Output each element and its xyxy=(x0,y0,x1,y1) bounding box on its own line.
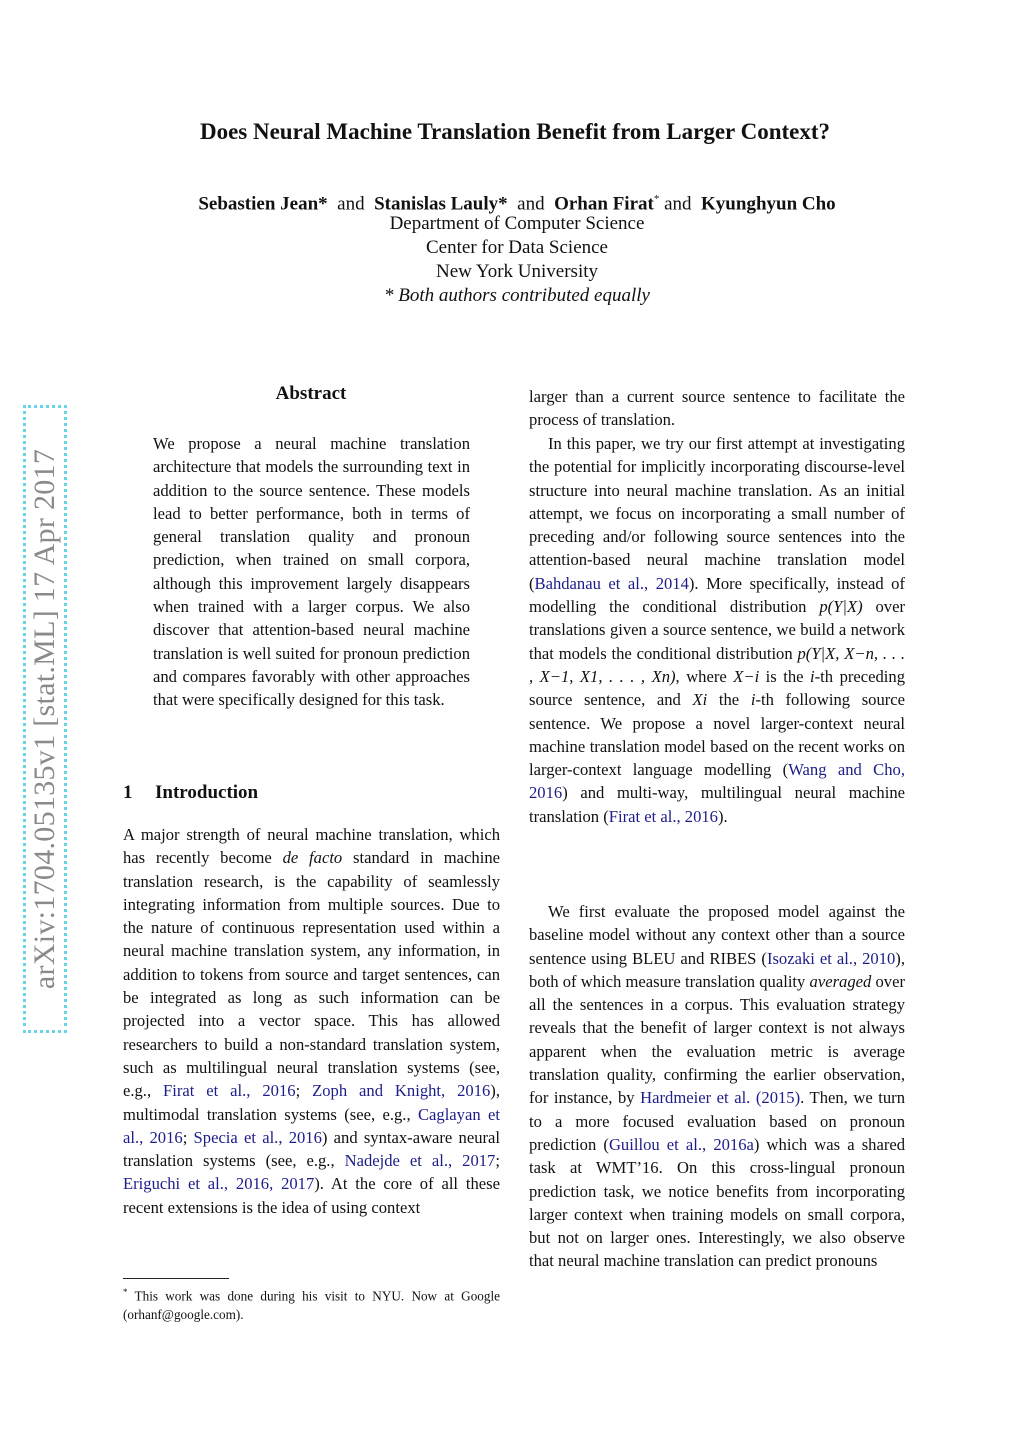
citation-link[interactable]: Firat et al., 2016 xyxy=(608,806,718,826)
math-expression: X−i xyxy=(733,666,760,686)
citation-link[interactable]: Zoph and Knight, 2016 xyxy=(312,1081,491,1101)
author-name: Stanislas Lauly* xyxy=(374,193,508,215)
author-name: Orhan Firat xyxy=(554,193,654,215)
arxiv-identifier[interactable]: arXiv:1704.05135v1 [stat.ML] 17 Apr 2017 xyxy=(23,405,67,1033)
emphasis-text: de facto xyxy=(282,848,343,868)
citation-link[interactable]: Specia et al., 2016 xyxy=(193,1127,322,1147)
author-separator: and xyxy=(337,193,365,215)
author-name: Kyunghyun Cho xyxy=(701,193,836,215)
paper-title: Does Neural Machine Translation Benefit from Larger Context? xyxy=(199,119,831,144)
citation-link[interactable]: Bahdanau et al., 2014 xyxy=(534,573,689,593)
footnote-marker[interactable]: * xyxy=(653,193,660,205)
author-name: Sebastien Jean* xyxy=(198,193,328,215)
introduction-paragraph-1-continued: larger than a current source sentence to facilitate the process of translation. xyxy=(529,387,905,430)
arxiv-stamp-area xyxy=(23,405,67,1033)
math-expression: i xyxy=(810,666,815,686)
author-separator: and xyxy=(517,193,545,215)
abstract-text: We propose a neural machine translation architecture that models the surrounding text in addition to the source sentence. These models lead to better performance, both in terms of general translation quality and pronoun prediction, when trained on small corpora, although this improvement largely disappears when trained with a larger corpus. We also discover that attention-based neural machine translation is well suited for pronoun prediction and compares favorably with other approaches that were specifically designed for this task. xyxy=(153,434,470,710)
math-expression: p(Y|X, X−n, . . . , X−1, X1, . . . , Xn) xyxy=(529,643,906,686)
affiliation-department: Department of Computer Science xyxy=(389,213,645,234)
citation-link[interactable]: Guillou et al., 2016a xyxy=(608,1134,754,1154)
citation-link[interactable]: Hardmeier et al. (2015) xyxy=(640,1088,801,1108)
footnote-divider xyxy=(123,1278,229,1279)
math-expression: i xyxy=(750,690,756,710)
citation-link[interactable]: Caglayan et al., 2016 xyxy=(123,1104,500,1147)
emphasis-text: averaged xyxy=(809,971,872,991)
citation-link[interactable]: Isozaki et al., 2010 xyxy=(766,948,896,968)
introduction-paragraph-3: We first evaluate the proposed model against the baseline model without any context other than a source sentence using BLEU and RIBES (Isozaki et al., 2010), both of which measure translation quality averaged over all the sentences in a corpus. This evaluation strategy reveals that the benefit of larger context is not always apparent when the evaluation metric is average translation quality, confirming the earlier observation, for instance, by Hardmeier et al. (2015). Then, we turn to a more focused evaluation based on pronoun prediction (Guillou et al., 2016a) which was a shared task at WMT’16. On this cross-lingual pronoun prediction task, we notice benefits from incorporating larger context when training models on small corpora, but not on larger ones. Interestingly, we also observe that neural machine translation can predict pronouns xyxy=(529,902,906,1271)
section-title: Introduction xyxy=(155,782,259,803)
section-number: 1 xyxy=(123,782,133,803)
affiliation-university: New York University xyxy=(435,261,599,282)
section-heading-introduction xyxy=(123,782,258,804)
author-separator: and xyxy=(664,193,692,215)
footnote-text: This work was done during his visit to NYU. Now at Google (orhanf@google.com). xyxy=(123,1288,500,1322)
citation-link[interactable]: Nadejde et al., 2017 xyxy=(344,1151,496,1171)
introduction-paragraph-1: A major strength of neural machine translation, which has recently become de facto standard in machine translation research, is the capability of seamlessly integrating information from multiple sources. Due to the nature of continuous representation used within a neural machine translation system, any information, in addition to tokens from source and target sentences, can be integrated as long as such information can be projected into a vector space. This has allowed researchers to build a non-standard translation system, such as multilingual neural translation systems (see, e.g., Firat et al., 2016; Zoph and Knight, 2016), multimodal translation systems (see, e.g., Caglayan et al., 2016; Specia et al., 2016) and syntax-aware neural translation systems (see, e.g., Nadejde et al., 2017; Eriguchi et al., 2016, 2017). At the core of all these recent extensions is the idea of using context xyxy=(123,825,500,1217)
math-expression: p(Y|X) xyxy=(819,597,863,617)
abstract-heading: Abstract xyxy=(275,383,347,404)
equal-contribution-note: * Both authors contributed equally xyxy=(384,285,650,306)
introduction-paragraph-2: In this paper, we try our first attempt at investigating the potential for implicitly incorporating discourse-level structure into neural machine translation. As an initial attempt, we focus on incorporating a small number of preceding and/or following source sentences into the attention-based neural machine translation model (Bahdanau et al., 2014). More specifically, instead of modelling the conditional distribution p(Y|X) over translations given a source sentence, we build a network that models the conditional distribution p(Y|X, X−n, . . . , X−1, X1, . . . , Xn), where X−i is the i-th preceding source sentence, and Xi the i-th following source sentence. We propose a novel larger-context neural machine translation model based on the recent works on larger-context language modelling (Wang and Cho, 2016) and multi-way, multilingual neural machine translation (Firat et al., 2016). xyxy=(529,434,906,826)
footnote xyxy=(123,1283,500,1324)
citation-link[interactable]: Wang and Cho, 2016 xyxy=(529,760,905,803)
affiliation-center: Center for Data Science xyxy=(426,237,608,258)
footnote-mark: * xyxy=(123,1287,128,1297)
citation-link[interactable]: Eriguchi et al., 2016, 2017 xyxy=(123,1174,315,1194)
math-expression: Xi xyxy=(692,690,708,710)
citation-link[interactable]: Firat et al., 2016 xyxy=(163,1081,296,1101)
